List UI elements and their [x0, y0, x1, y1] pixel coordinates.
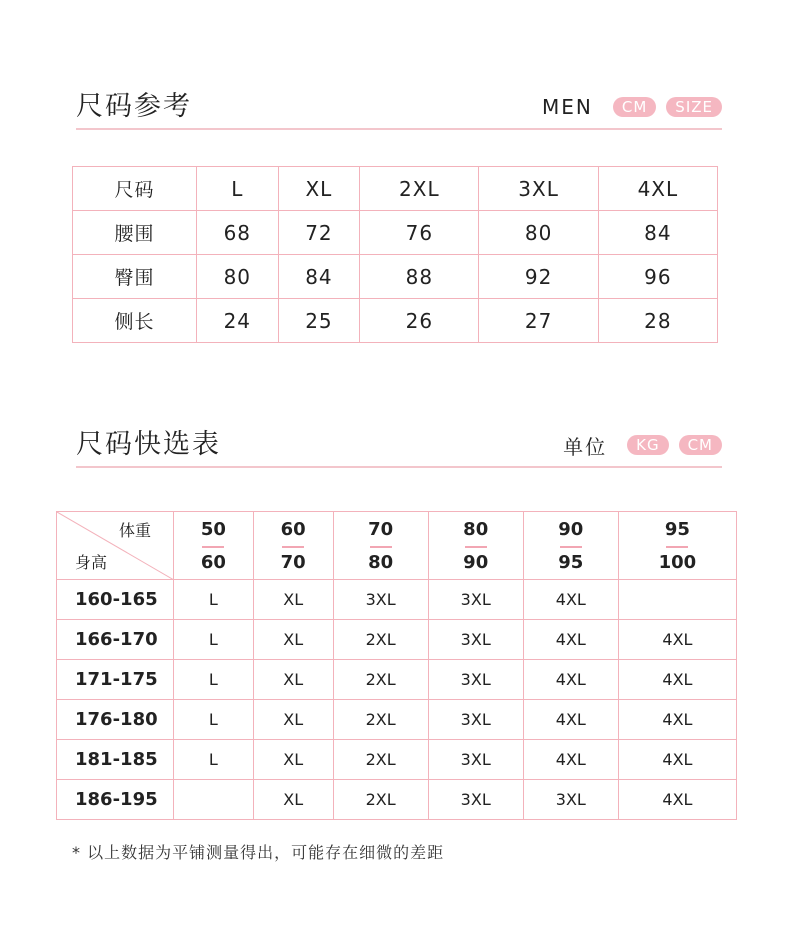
table-cell: 84: [278, 255, 360, 299]
size-cell: [174, 780, 254, 820]
weight-max: 60: [200, 551, 226, 573]
row-label: 腰围: [73, 211, 197, 255]
table-cell: 80: [197, 255, 279, 299]
measurement-note: * 以上数据为平铺测量得出，可能存在细微的差距: [72, 843, 445, 862]
size-cell: 4XL: [523, 660, 618, 700]
table-cell: 28: [598, 299, 717, 343]
unit-tags: [563, 432, 722, 458]
table-cell: 96: [598, 255, 717, 299]
weight-min: 70: [368, 518, 394, 540]
weight-range-header: [174, 512, 254, 580]
weight-axis-label: 体重: [118, 521, 151, 540]
size-cell: L: [174, 740, 254, 780]
size-cell: 4XL: [523, 620, 618, 660]
quick-size-table: [56, 511, 737, 820]
divider: [76, 466, 722, 468]
table-cell: 68: [197, 211, 279, 255]
table-header-row: [73, 167, 718, 211]
weight-header-row: [57, 512, 737, 580]
size-cell: 3XL: [428, 780, 523, 820]
table-cell: 27: [479, 299, 598, 343]
row-label: 臀围: [73, 255, 197, 299]
size-reference-header: [76, 90, 722, 130]
weight-range-header: [253, 512, 333, 580]
weight-range-header: [523, 512, 618, 580]
size-cell: 2XL: [333, 740, 428, 780]
weight-range-header: [618, 512, 736, 580]
table-cell: 25: [278, 299, 360, 343]
table-row: [57, 580, 737, 620]
size-cell: 3XL: [523, 780, 618, 820]
table-cell: 88: [360, 255, 479, 299]
height-range: 166-170: [57, 620, 174, 660]
row-label: 侧长: [73, 299, 197, 343]
unit-pill-cm: CM: [679, 435, 722, 455]
table-row: [73, 211, 718, 255]
size-cell: L: [174, 660, 254, 700]
height-range: 181-185: [57, 740, 174, 780]
size-cell: 3XL: [333, 580, 428, 620]
size-cell: 3XL: [428, 620, 523, 660]
table-cell: 84: [598, 211, 717, 255]
size-cell: 4XL: [523, 580, 618, 620]
range-separator: [282, 546, 304, 548]
table-row: [57, 780, 737, 820]
unit-label: 单位: [563, 434, 608, 459]
size-cell: 4XL: [618, 700, 736, 740]
size-cell: L: [174, 700, 254, 740]
size-cell: 4XL: [618, 660, 736, 700]
table-cell: 76: [360, 211, 479, 255]
size-cell: XL: [253, 740, 333, 780]
size-cell: 3XL: [428, 740, 523, 780]
size-cell: L: [174, 580, 254, 620]
size-cell: XL: [253, 620, 333, 660]
weight-range-header: [428, 512, 523, 580]
size-cell: 2XL: [333, 700, 428, 740]
size-cell: 4XL: [618, 620, 736, 660]
size-cell: 3XL: [428, 660, 523, 700]
size-cell: XL: [253, 660, 333, 700]
weight-max: 80: [368, 551, 394, 573]
unit-pill-kg: KG: [627, 435, 668, 455]
weight-max: 90: [463, 551, 489, 573]
size-cell: 4XL: [523, 740, 618, 780]
weight-min: 90: [558, 518, 584, 540]
table-row: [57, 700, 737, 740]
size-reference-table: [72, 166, 718, 343]
range-separator: [370, 546, 392, 548]
table-cell: 26: [360, 299, 479, 343]
table-row: [57, 740, 737, 780]
table-cell: 80: [479, 211, 598, 255]
weight-range-header: [333, 512, 428, 580]
size-cell: XL: [253, 580, 333, 620]
weight-min: 60: [280, 518, 306, 540]
section-title: 尺码参考: [76, 91, 192, 122]
quick-size-header: [76, 428, 722, 468]
size-cell: 2XL: [333, 780, 428, 820]
size-cell: 4XL: [618, 780, 736, 820]
header-label: 尺码: [73, 167, 197, 211]
corner-cell: [57, 512, 174, 580]
unit-pill-cm: CM: [613, 97, 656, 117]
unit-pill-size: SIZE: [666, 97, 722, 117]
size-header: XL: [278, 167, 360, 211]
size-header: 3XL: [479, 167, 598, 211]
gender-label: MEN: [542, 95, 593, 119]
height-axis-label: 身高: [75, 553, 108, 572]
height-range: 171-175: [57, 660, 174, 700]
range-separator: [202, 546, 224, 548]
height-range: 160-165: [57, 580, 174, 620]
size-cell: L: [174, 620, 254, 660]
table-cell: 24: [197, 299, 279, 343]
section-title: 尺码快选表: [76, 429, 221, 460]
unit-tags: [542, 94, 722, 120]
weight-max: 70: [280, 551, 306, 573]
weight-max: 95: [558, 551, 584, 573]
weight-min: 80: [463, 518, 489, 540]
table-row: [57, 620, 737, 660]
range-separator: [465, 546, 487, 548]
size-cell: 2XL: [333, 620, 428, 660]
range-separator: [666, 546, 688, 548]
table-cell: 72: [278, 211, 360, 255]
size-header: 4XL: [598, 167, 717, 211]
size-cell: 4XL: [618, 740, 736, 780]
weight-max: 100: [658, 551, 697, 573]
table-row: [73, 299, 718, 343]
table-cell: 92: [479, 255, 598, 299]
size-cell: XL: [253, 700, 333, 740]
size-cell: 3XL: [428, 700, 523, 740]
height-range: 176-180: [57, 700, 174, 740]
size-cell: 2XL: [333, 660, 428, 700]
range-separator: [560, 546, 582, 548]
size-header: L: [197, 167, 279, 211]
weight-min: 95: [664, 518, 690, 540]
size-cell: XL: [253, 780, 333, 820]
size-cell: [618, 580, 736, 620]
table-row: [57, 660, 737, 700]
height-range: 186-195: [57, 780, 174, 820]
size-header: 2XL: [360, 167, 479, 211]
divider: [76, 128, 722, 130]
table-row: [73, 255, 718, 299]
size-cell: 4XL: [523, 700, 618, 740]
size-cell: 3XL: [428, 580, 523, 620]
weight-min: 50: [200, 518, 226, 540]
